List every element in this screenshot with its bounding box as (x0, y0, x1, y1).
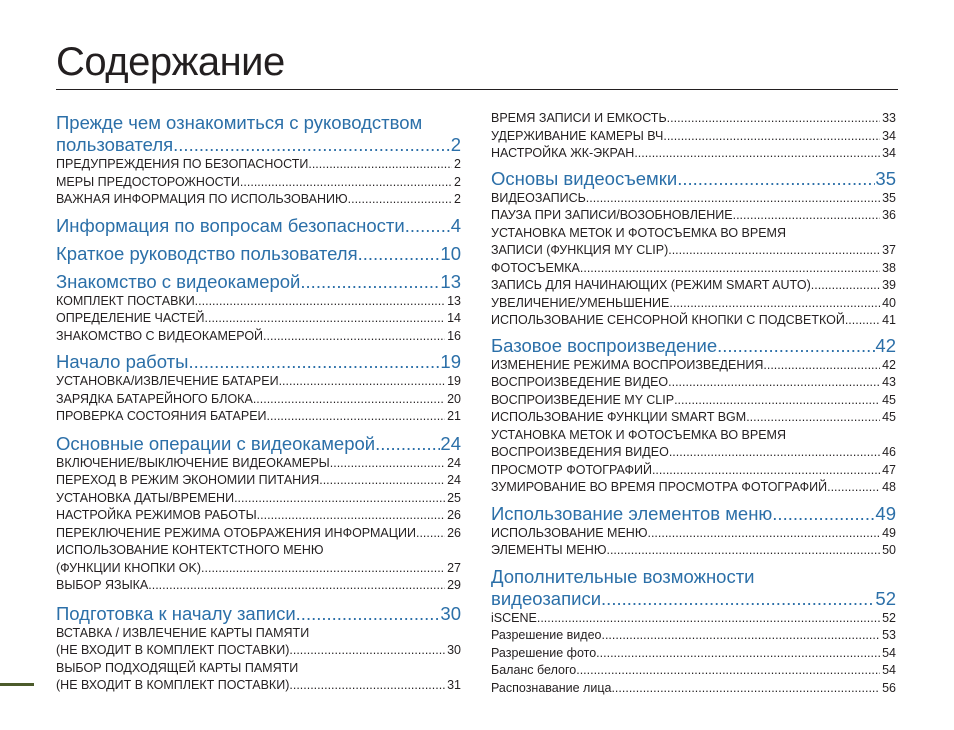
section-heading[interactable] (491, 503, 896, 525)
section-heading-text: Дополнительные возможности (491, 565, 755, 587)
toc-entry-line[interactable] (56, 293, 461, 311)
toc-entry[interactable] (491, 627, 896, 645)
toc-entry-line[interactable] (56, 642, 461, 660)
toc-entry-text: ЗУМИРОВАНИЕ ВО ВРЕМЯ ПРОСМОТРА ФОТОГРАФИЙ (491, 480, 828, 494)
toc-entry-text: ИСПОЛЬЗОВАНИЕ СЕНСОРНОЙ КНОПКИ С ПОДСВЕТКОЙ (491, 313, 845, 327)
toc-entry-text: ФОТОСЪЕМКА (491, 260, 580, 275)
toc-entry-line[interactable] (491, 242, 896, 260)
toc-entry-page-number: 53 (882, 628, 896, 642)
section-heading-line[interactable] (56, 351, 461, 373)
toc-entry-line[interactable] (491, 190, 896, 208)
toc-entry-page-number: 26 (447, 525, 461, 540)
toc-entry[interactable] (56, 191, 461, 209)
toc-entry-page-number: 52 (882, 610, 896, 625)
toc-entry-text: Баланс белого (491, 663, 577, 677)
dot-leader (289, 642, 445, 660)
toc-entry-line[interactable] (491, 260, 896, 278)
section-page-number: 4 (450, 214, 461, 236)
toc-entry-line[interactable] (56, 373, 461, 391)
toc-entry-page-number: 47 (882, 462, 896, 477)
toc-entry-page-number: 24 (447, 455, 461, 470)
dot-leader (576, 662, 880, 680)
toc-entry-text: (ФУНКЦИИ КНОПКИ OK) (56, 560, 202, 575)
toc-entry-text: УСТАНОВКА ДАТЫ/ВРЕМЕНИ (56, 490, 235, 505)
dot-leader (811, 277, 880, 295)
toc-entry-text: ЭЛЕМЕНТЫ МЕНЮ (491, 543, 607, 557)
toc-entry-text: КОМПЛЕКТ ПОСТАВКИ (56, 293, 195, 308)
dot-leader (596, 645, 880, 663)
section-heading-text: Краткое руководство пользователя (56, 242, 358, 264)
toc-entry-text: ВРЕМЯ ЗАПИСИ И ЕМКОСТЬ (491, 111, 667, 125)
dot-leader (647, 525, 880, 543)
toc-entry-line[interactable] (56, 310, 461, 328)
dot-leader (746, 409, 880, 427)
toc-section (491, 335, 896, 497)
toc-entry-page-number: 16 (447, 328, 461, 343)
dot-leader (279, 373, 446, 391)
toc-entry-text: УСТАНОВКА МЕТОК И ФОТОСЪЕМКА ВО ВРЕМЯ (491, 427, 786, 442)
toc-entry-text: ВОСПРОИЗВЕДЕНИЯ ВИДЕО (491, 445, 669, 459)
toc-entry-page-number: 46 (882, 445, 896, 459)
toc-entry[interactable] (491, 462, 896, 480)
toc-entry[interactable] (56, 455, 461, 473)
toc-entry-page-number: 33 (882, 111, 896, 125)
dot-leader (148, 577, 445, 595)
dot-leader (667, 110, 880, 128)
section-heading[interactable] (56, 351, 461, 373)
toc-entry[interactable] (56, 507, 461, 525)
toc-entry-line[interactable] (56, 174, 461, 192)
toc-entry-text: ВСТАВКА / ИЗВЛЕЧЕНИЕ КАРТЫ ПАМЯТИ (56, 625, 310, 640)
toc-entry-page-number: 34 (882, 146, 896, 160)
title-divider (56, 89, 898, 90)
toc-entry-page-number: 45 (882, 410, 896, 424)
dot-leader (537, 610, 880, 628)
dot-leader (330, 455, 445, 473)
toc-entry-page-number: 36 (882, 208, 896, 222)
toc-entry-page-number: 56 (882, 680, 896, 695)
dot-leader (763, 357, 880, 375)
section-heading[interactable] (56, 433, 461, 455)
dot-leader (580, 260, 880, 278)
toc-entry-line[interactable] (491, 374, 896, 392)
toc-entry-line[interactable] (56, 577, 461, 595)
section-heading-line[interactable] (56, 243, 461, 265)
toc-entry-line[interactable] (56, 677, 461, 695)
toc-entry-page-number: 54 (882, 645, 896, 660)
toc-entry-page-number: 31 (447, 678, 461, 692)
section-heading-line[interactable] (56, 134, 461, 156)
toc-entry-line[interactable] (491, 128, 896, 146)
toc-entry[interactable] (56, 391, 461, 409)
toc-entry-text: ВОСПРОИЗВЕДЕНИЕ MY CLIP (491, 392, 675, 407)
dot-leader (289, 677, 445, 695)
dot-leader (677, 168, 875, 190)
toc-entry[interactable] (56, 542, 461, 577)
toc-entry-text: НАСТРОЙКА РЕЖИМОВ РАБОТЫ (56, 508, 257, 522)
section-heading-text: Подготовка к началу записи (56, 602, 296, 624)
toc-entry[interactable] (491, 277, 896, 295)
toc-entry-text: ЗАРЯДКА БАТАРЕЙНОГО БЛОКА (56, 391, 253, 406)
toc-entry-text: ПЕРЕХОД В РЕЖИМ ЭКОНОМИИ ПИТАНИЯ (56, 473, 320, 487)
dot-leader (234, 490, 445, 508)
toc-entry[interactable] (491, 542, 896, 560)
toc-entry-line[interactable] (56, 391, 461, 409)
dot-leader (296, 603, 441, 625)
toc-entry-line[interactable] (491, 277, 896, 295)
toc-entry-text: ИСПОЛЬЗОВАНИЕ МЕНЮ (491, 525, 648, 540)
dot-leader (308, 156, 452, 174)
dot-leader (319, 472, 445, 490)
dot-leader (601, 588, 875, 610)
toc-entry-line[interactable] (491, 409, 896, 427)
toc-entry-line[interactable] (491, 610, 896, 628)
toc-entry-line[interactable] (491, 357, 896, 375)
section-heading-line[interactable] (56, 271, 461, 293)
toc-entry[interactable] (56, 156, 461, 174)
section-heading-text: Базовое воспроизведение (491, 334, 718, 356)
toc-entry-text: ПЕРЕКЛЮЧЕНИЕ РЕЖИМА ОТОБРАЖЕНИЯ ИНФОРМАЦИИ (56, 525, 416, 540)
toc-entry-text: (НЕ ВХОДИТ В КОМПЛЕКТ ПОСТАВКИ) (56, 643, 290, 657)
section-heading[interactable] (56, 603, 461, 625)
toc-entry-page-number: 50 (882, 543, 896, 557)
toc-entry-text: НАСТРОЙКА ЖК-ЭКРАН (491, 146, 635, 160)
section-heading-line[interactable] (491, 168, 896, 190)
toc-entry-page-number: 49 (882, 525, 896, 540)
toc-entry-page-number: 40 (882, 295, 896, 310)
toc-entry[interactable] (56, 328, 461, 346)
section-heading-line[interactable] (491, 588, 896, 610)
toc-entry-line[interactable] (491, 542, 896, 560)
section-heading-text: Использование элементов меню (491, 502, 773, 524)
dot-leader (263, 328, 445, 346)
toc-entry-line[interactable] (56, 156, 461, 174)
dot-leader (674, 392, 880, 410)
section-heading-text: Начало работы (56, 351, 189, 372)
toc-entry-page-number: 29 (447, 578, 461, 592)
dot-leader (669, 295, 880, 313)
dot-leader (375, 433, 440, 455)
toc-entry[interactable] (491, 479, 896, 497)
toc-entry-text: ПРОВЕРКА СОСТОЯНИЯ БАТАРЕИ (56, 409, 267, 423)
toc-entry-page-number: 37 (882, 243, 896, 257)
dot-leader (601, 627, 880, 645)
section-heading-line[interactable] (56, 215, 461, 237)
dot-leader (405, 215, 451, 237)
toc-entry-text: ВАЖНАЯ ИНФОРМАЦИЯ ПО ИСПОЛЬЗОВАНИЮ (56, 192, 348, 206)
section-heading-text: Основные операции с видеокамерой (56, 432, 376, 454)
toc-section (491, 566, 896, 698)
dot-leader (669, 444, 880, 462)
toc-entry-text: ИСПОЛЬЗОВАНИЕ ФУНКЦИИ SMART BGM (491, 410, 747, 424)
toc-entry[interactable] (56, 472, 461, 490)
toc-entry-line[interactable] (491, 662, 896, 680)
toc-entry-text: МЕРЫ ПРЕДОСТОРОЖНОСТИ (56, 174, 240, 189)
section-heading-text: пользователя (56, 134, 174, 155)
dot-leader (611, 680, 880, 698)
toc-entry-text: ИСПОЛЬЗОВАНИЕ КОНТЕКТСТНОГО МЕНЮ (56, 543, 324, 557)
toc-entry-page-number: 45 (882, 392, 896, 407)
toc-entry-page-number: 42 (882, 357, 896, 372)
toc-entry-line[interactable] (491, 392, 896, 410)
dot-leader (663, 128, 880, 146)
toc-entry[interactable] (491, 392, 896, 410)
dot-leader (586, 190, 880, 208)
toc-entry-text: ВИДЕОЗАПИСЬ (491, 190, 586, 205)
toc-entry-page-number: 21 (447, 409, 461, 423)
dot-leader (606, 542, 880, 560)
section-heading-text: видеозаписи (491, 587, 602, 609)
page-title: Содержание (56, 40, 285, 84)
dot-leader (253, 391, 445, 409)
section-heading-text: Прежде чем ознакомиться с руководством (56, 112, 423, 133)
toc-entry[interactable] (56, 525, 461, 543)
toc-entry[interactable] (56, 293, 461, 311)
section-heading[interactable] (491, 335, 896, 357)
toc-entry-text: iSCENE (491, 610, 537, 625)
toc-entry-page-number: 30 (447, 643, 461, 657)
toc-entry-text: Распознавание лица (491, 680, 612, 695)
toc-entry-line[interactable] (491, 145, 896, 163)
toc-column-right (491, 110, 896, 697)
toc-entry-page-number: 13 (447, 293, 461, 308)
toc-entry[interactable] (491, 207, 896, 225)
toc-entry-line[interactable] (491, 680, 896, 698)
dot-leader (195, 293, 445, 311)
toc-entry-text: ПРЕДУПРЕЖДЕНИЯ ПО БЕЗОПАСНОСТИ (56, 157, 309, 171)
toc-entry[interactable] (56, 625, 461, 660)
dot-leader (188, 351, 440, 373)
toc-entry-line[interactable] (491, 444, 896, 462)
toc-entry-text: Разрешение фото (491, 645, 597, 660)
toc-entry-line[interactable] (491, 207, 896, 225)
toc-entry-page-number: 43 (882, 375, 896, 389)
section-heading-text: Основы видеосъемки (491, 167, 678, 189)
toc-entry-text: ОПРЕДЕЛЕНИЕ ЧАСТЕЙ (56, 311, 205, 325)
toc-entry[interactable] (491, 145, 896, 163)
toc-entry-page-number: 34 (882, 128, 896, 143)
section-heading-text: Информация по вопросам безопасности (56, 214, 405, 236)
toc-section (56, 603, 461, 695)
toc-entry-line[interactable] (491, 645, 896, 663)
toc-entry-page-number: 20 (447, 391, 461, 406)
toc-entry-line[interactable] (56, 472, 461, 490)
dot-leader (668, 242, 880, 260)
toc-entry-text: ВЫБОР ПОДХОДЯЩЕЙ КАРТЫ ПАМЯТИ (56, 660, 299, 675)
toc-entry-line[interactable] (491, 312, 896, 330)
toc-entry[interactable] (491, 662, 896, 680)
toc-entry[interactable] (56, 660, 461, 695)
dot-leader (173, 134, 451, 156)
toc-entry[interactable] (491, 128, 896, 146)
toc-entry-text: УДЕРЖИВАНИЕ КАМЕРЫ ВЧ (491, 128, 664, 143)
toc-entry-text: УВЕЛИЧЕНИЕ/УМЕНЬШЕНИЕ (491, 295, 670, 310)
toc-entry-text: ПАУЗА ПРИ ЗАПИСИ/ВОЗОБНОВЛЕНИЕ (491, 208, 733, 222)
toc-entry-line[interactable] (56, 507, 461, 525)
toc-entry-text: ЗНАКОМСТВО С ВИДЕОКАМЕРОЙ (56, 328, 264, 343)
toc-entry[interactable] (56, 174, 461, 192)
toc-entry-page-number: 2 (454, 157, 461, 171)
toc-entry-page-number: 19 (447, 374, 461, 388)
section-page-number: 19 (440, 351, 461, 372)
dot-leader (348, 191, 452, 209)
section-heading[interactable] (491, 168, 896, 190)
dot-leader (267, 408, 446, 426)
toc-entry-text: УСТАНОВКА/ИЗВЛЕЧЕНИЕ БАТАРЕИ (56, 374, 279, 388)
section-heading[interactable] (56, 215, 461, 237)
section-heading[interactable] (56, 243, 461, 265)
section-page-number: 24 (440, 432, 461, 454)
toc-entry[interactable] (491, 225, 896, 260)
section-page-number: 49 (875, 502, 896, 524)
section-page-number: 30 (440, 602, 461, 624)
section-heading-line[interactable] (491, 503, 896, 525)
page-edge-marker (0, 683, 34, 686)
toc-entry-line[interactable] (491, 295, 896, 313)
toc-section (56, 271, 461, 346)
toc-entry[interactable] (491, 357, 896, 375)
toc-section (56, 351, 461, 426)
toc-section (56, 243, 461, 265)
toc-entry-text: (НЕ ВХОДИТ В КОМПЛЕКТ ПОСТАВКИ) (56, 678, 290, 692)
section-heading[interactable] (491, 566, 896, 610)
toc-entry-line[interactable] (491, 110, 896, 128)
toc-entry-page-number: 41 (882, 313, 896, 327)
section-heading[interactable] (56, 271, 461, 293)
section-heading-line[interactable] (491, 335, 896, 357)
toc-entry-text: ПРОСМОТР ФОТОГРАФИЙ (491, 462, 652, 477)
toc-entry[interactable] (491, 680, 896, 698)
dot-leader (772, 503, 875, 525)
toc-section (491, 168, 896, 330)
toc-entry-line[interactable] (56, 560, 461, 578)
toc-entry-page-number: 38 (882, 260, 896, 275)
toc-entry[interactable] (491, 610, 896, 628)
toc-entry[interactable] (491, 295, 896, 313)
toc-entry-page-number: 2 (454, 174, 461, 189)
toc-entry-line[interactable] (56, 525, 461, 543)
dot-leader (733, 207, 880, 225)
toc-entry-text: Разрешение видео (491, 628, 602, 642)
toc-entry-text: ИЗМЕНЕНИЕ РЕЖИМА ВОСПРОИЗВЕДЕНИЯ (491, 357, 764, 372)
toc-section (56, 112, 461, 209)
toc-entry-text: УСТАНОВКА МЕТОК И ФОТОСЪЕМКА ВО ВРЕМЯ (491, 225, 786, 240)
dot-leader (827, 479, 880, 497)
toc-entry-page-number: 54 (882, 663, 896, 677)
toc-entry[interactable] (491, 374, 896, 392)
dot-leader (240, 174, 452, 192)
section-heading-text: Знакомство с видеокамерой (56, 270, 301, 292)
toc-entry-line[interactable] (491, 525, 896, 543)
toc-entry-line[interactable] (56, 408, 461, 426)
section-page-number: 42 (875, 334, 896, 356)
toc-entry-page-number: 2 (454, 192, 461, 206)
toc-entry[interactable] (491, 525, 896, 543)
toc-entry-page-number: 48 (882, 480, 896, 494)
toc-entry[interactable] (56, 577, 461, 595)
toc-entry-page-number: 39 (882, 278, 896, 292)
toc-entry[interactable] (56, 310, 461, 328)
toc-entry[interactable] (491, 409, 896, 427)
toc-entry-line[interactable] (491, 462, 896, 480)
dot-leader (257, 507, 445, 525)
toc-entry-text: ЗАПИСЬ ДЛЯ НАЧИНАЮЩИХ (РЕЖИМ SMART AUTO) (491, 278, 811, 292)
dot-leader (845, 312, 880, 330)
section-heading[interactable] (56, 112, 461, 156)
dot-leader (634, 145, 880, 163)
toc-entry-page-number: 24 (447, 473, 461, 487)
toc-section (56, 215, 461, 237)
toc-section (56, 433, 461, 595)
toc-entry-line[interactable] (491, 627, 896, 645)
dot-leader (201, 560, 445, 578)
section-page-number: 13 (440, 270, 461, 292)
dot-leader (652, 462, 880, 480)
toc-entry-page-number: 25 (447, 490, 461, 505)
toc-entry-line[interactable] (56, 490, 461, 508)
toc-entry-line[interactable] (491, 479, 896, 497)
toc-entry[interactable] (56, 373, 461, 391)
dot-leader (300, 271, 440, 293)
toc-entry-text: ВЫБОР ЯЗЫКА (56, 578, 149, 592)
toc-entry[interactable] (491, 190, 896, 208)
toc-entry-page-number: 26 (447, 508, 461, 522)
section-heading-line[interactable] (56, 433, 461, 455)
toc-section (491, 110, 896, 163)
toc-entry[interactable] (491, 427, 896, 462)
toc-entry-page-number: 14 (447, 311, 461, 325)
toc-entry-text: ЗАПИСИ (ФУНКЦИЯ MY CLIP) (491, 243, 669, 257)
section-page-number: 2 (450, 134, 461, 155)
dot-leader (358, 243, 441, 265)
dot-leader (668, 374, 880, 392)
toc-entry[interactable] (56, 408, 461, 426)
toc-entry[interactable] (491, 645, 896, 663)
toc-entry-line[interactable] (56, 328, 461, 346)
toc-entry-page-number: 27 (447, 560, 461, 575)
toc-section (491, 503, 896, 560)
section-heading-line[interactable] (56, 603, 461, 625)
toc-entry[interactable] (491, 260, 896, 278)
toc-entry-page-number: 35 (882, 190, 896, 205)
toc-entry[interactable] (491, 312, 896, 330)
section-page-number: 10 (440, 242, 461, 264)
dot-leader (205, 310, 446, 328)
toc-entry[interactable] (56, 490, 461, 508)
dot-leader (416, 525, 445, 543)
dot-leader (717, 335, 875, 357)
toc-entry-text: ВОСПРОИЗВЕДЕНИЕ ВИДЕО (491, 375, 669, 389)
section-page-number: 35 (875, 167, 896, 189)
toc-entry-line[interactable] (56, 455, 461, 473)
section-page-number: 52 (875, 587, 896, 609)
toc-column-left (56, 112, 461, 695)
toc-entry[interactable] (491, 110, 896, 128)
toc-entry-line[interactable] (56, 191, 461, 209)
toc-entry-text: ВКЛЮЧЕНИЕ/ВЫКЛЮЧЕНИЕ ВИДЕОКАМЕРЫ (56, 455, 330, 470)
